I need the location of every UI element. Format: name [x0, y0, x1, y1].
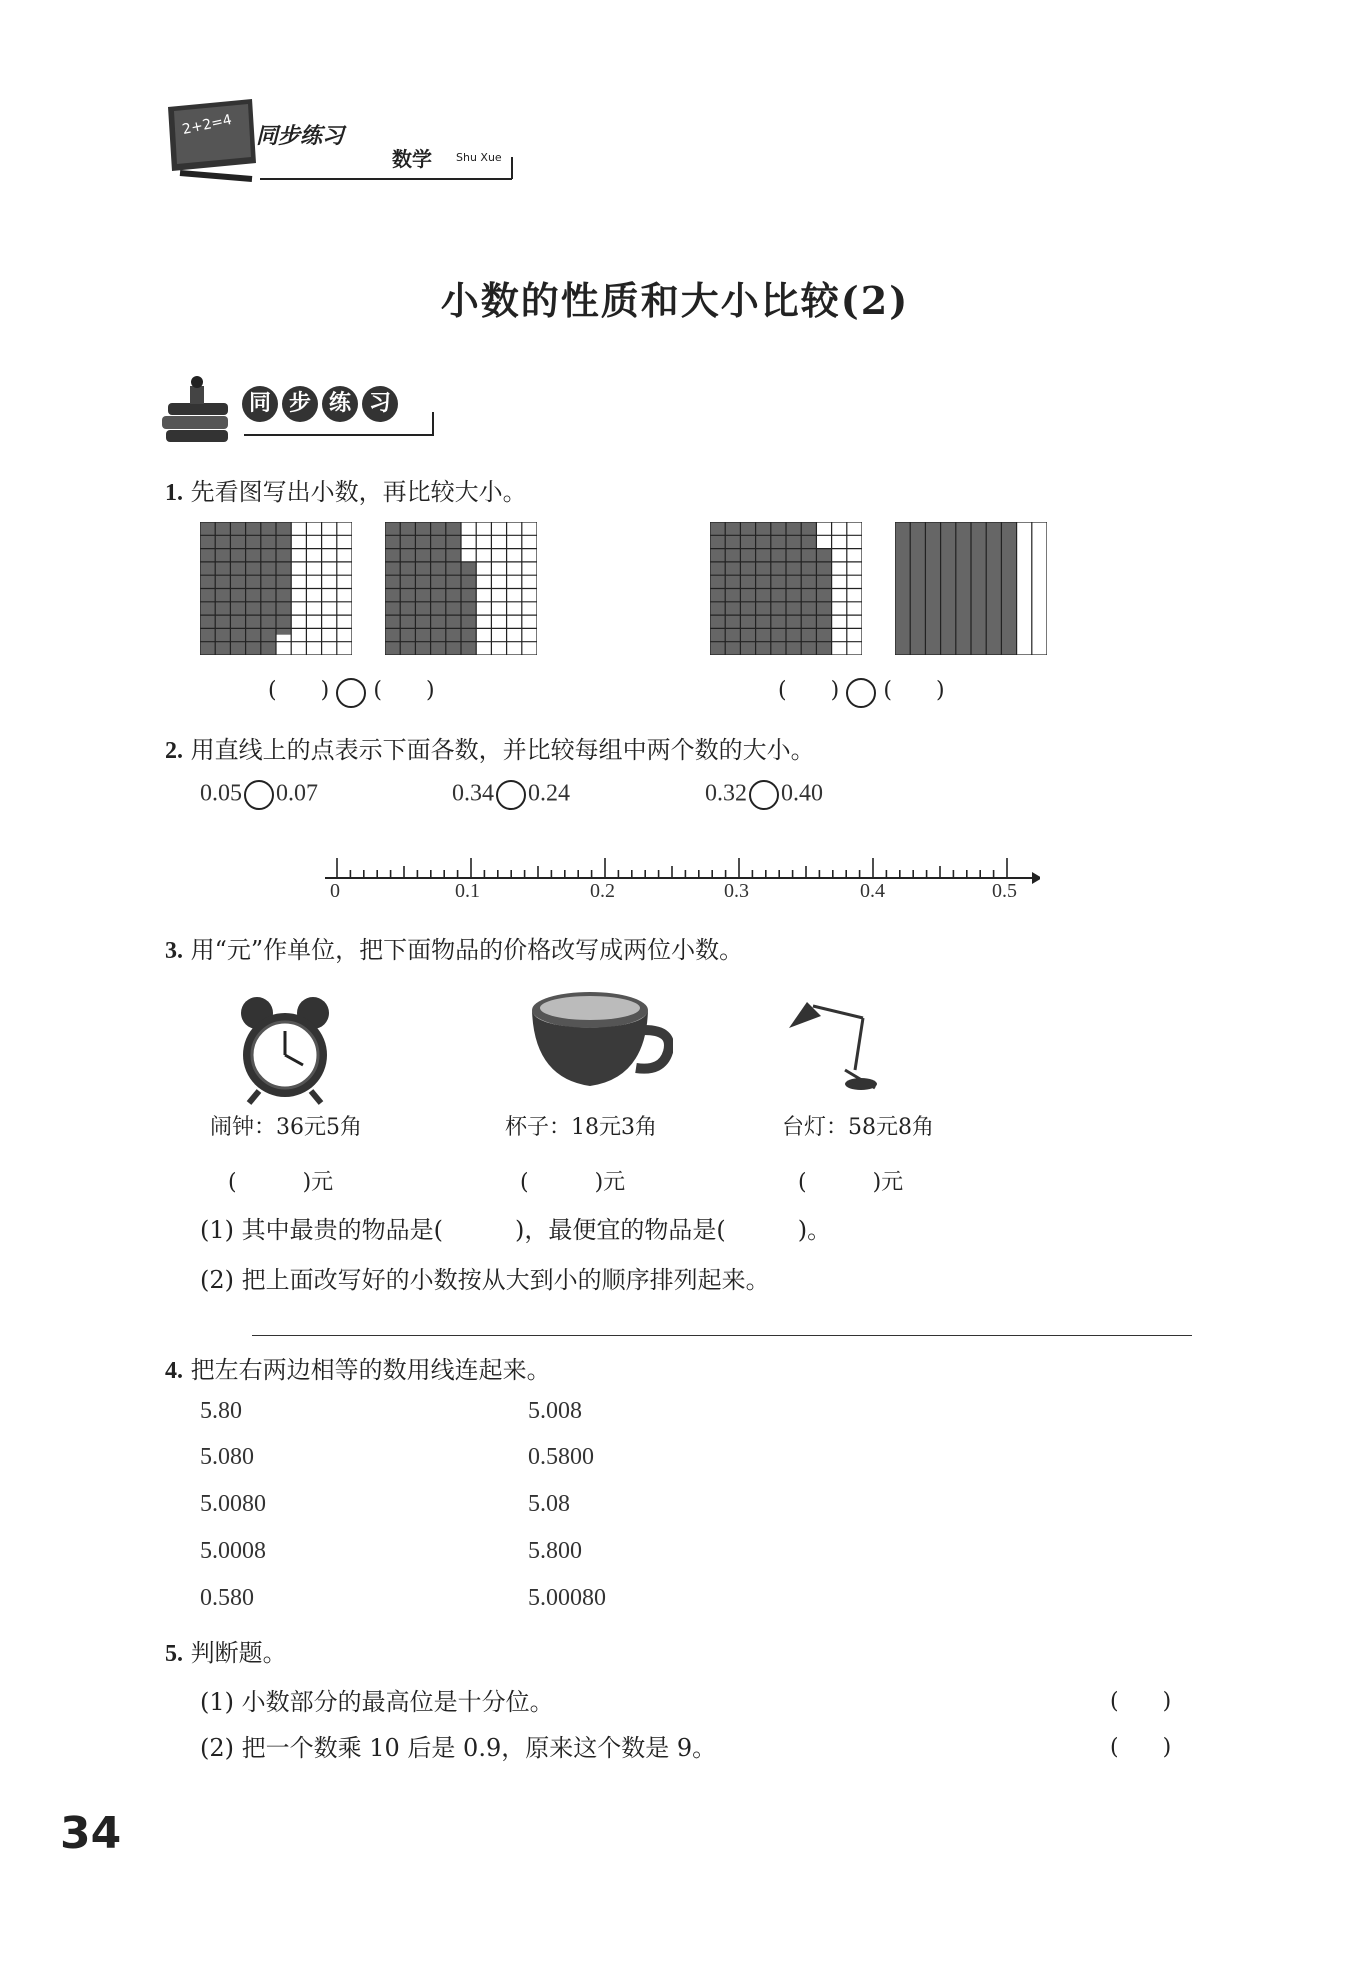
desk-lamp-icon [785, 990, 885, 1095]
q3-sub1: (1) 其中最贵的物品是( )，最便宜的物品是( )。 [200, 1216, 832, 1244]
hundred-grid [200, 522, 352, 655]
left-number[interactable]: 5.080 [200, 1444, 254, 1470]
right-number[interactable]: 5.008 [528, 1398, 582, 1424]
axis-label: 0.5 [992, 880, 1017, 902]
left-number[interactable]: 5.0008 [200, 1538, 266, 1564]
left-number[interactable]: 5.80 [200, 1398, 242, 1424]
page-title: 小数的性质和大小比较(2) [440, 278, 910, 323]
axis-label: 0.1 [455, 880, 480, 902]
compare-circle[interactable] [244, 780, 274, 810]
answer-blank[interactable]: ( ) [373, 678, 435, 703]
q2-comparison: 0.32 0.40 [705, 780, 823, 810]
price-answer-blank[interactable]: ( )元 [798, 1170, 904, 1195]
judge-item: (2) 把一个数乘 10 后是 0.9，原来这个数是 9。 [200, 1734, 717, 1762]
answer-blank[interactable]: ( ) [883, 678, 945, 703]
q2-text: 2. 用直线上的点表示下面各数，并比较每组中两个数的大小。 [165, 736, 815, 764]
left-number[interactable]: 0.580 [200, 1585, 254, 1611]
price-answer-blank[interactable]: ( )元 [228, 1170, 334, 1195]
tenths-grid [895, 522, 1047, 655]
axis-label: 0.4 [860, 880, 885, 902]
judge-item: (1) 小数部分的最高位是十分位。 [200, 1688, 554, 1716]
compare-circle[interactable] [336, 678, 366, 708]
books-icon [160, 372, 240, 456]
subject-label: 数学 [392, 147, 432, 171]
compare-circle[interactable] [496, 780, 526, 810]
number-line [320, 850, 1040, 890]
price-answer-blank[interactable]: ( )元 [520, 1170, 626, 1195]
q3-sub2: (2) 把上面改写好的小数按从大到小的顺序排列起来。 [200, 1266, 770, 1294]
cup-icon [528, 990, 673, 1095]
left-number[interactable]: 5.0080 [200, 1491, 266, 1517]
q1-compare-row [778, 673, 945, 708]
alarm-clock-icon [235, 995, 335, 1107]
page-number: 34 [60, 1808, 122, 1859]
item-price: 闹钟：36元5角 [210, 1115, 362, 1140]
judge-blank[interactable]: ( ) [1110, 1735, 1172, 1760]
compare-circle[interactable] [846, 678, 876, 708]
right-number[interactable]: 5.00080 [528, 1585, 606, 1611]
q2-comparison: 0.05 0.07 [200, 780, 318, 810]
judge-blank[interactable]: ( ) [1110, 1689, 1172, 1714]
answer-blank[interactable]: ( ) [778, 678, 840, 703]
header [160, 95, 520, 185]
answer-blank[interactable]: ( ) [268, 678, 330, 703]
item-price: 台灯：58元8角 [782, 1115, 934, 1140]
item-price: 杯子：18元3角 [505, 1115, 657, 1140]
badge-underline [244, 434, 434, 436]
hundred-grid [710, 522, 862, 655]
badge-char: 习 [362, 386, 398, 422]
compare-circle[interactable] [749, 780, 779, 810]
badge-char: 步 [282, 386, 318, 422]
series-title: 同步练习 [256, 124, 345, 149]
board-text: 2+2=4 [180, 111, 234, 139]
axis-label: 0.3 [724, 880, 749, 902]
right-number[interactable]: 5.08 [528, 1491, 570, 1517]
axis-label: 0.2 [590, 880, 615, 902]
q3-text: 3. 用“元”作单位，把下面物品的价格改写成两位小数。 [165, 936, 744, 964]
q4-text: 4. 把左右两边相等的数用线连起来。 [165, 1356, 551, 1384]
right-number[interactable]: 5.800 [528, 1538, 582, 1564]
right-number[interactable]: 0.5800 [528, 1444, 594, 1470]
q1-text: 1. 先看图写出小数，再比较大小。 [165, 478, 527, 506]
badge-char: 练 [322, 386, 358, 422]
q5-text: 5. 判断题。 [165, 1639, 287, 1667]
section-badge [160, 372, 440, 456]
axis-label: 0 [330, 880, 340, 902]
hundred-grid [385, 522, 537, 655]
subject-pinyin: Shu Xue [456, 151, 502, 164]
q2-comparison: 0.34 0.24 [452, 780, 570, 810]
answer-line[interactable] [252, 1335, 1192, 1336]
q1-compare-row [268, 673, 435, 708]
badge-char: 同 [242, 386, 278, 422]
